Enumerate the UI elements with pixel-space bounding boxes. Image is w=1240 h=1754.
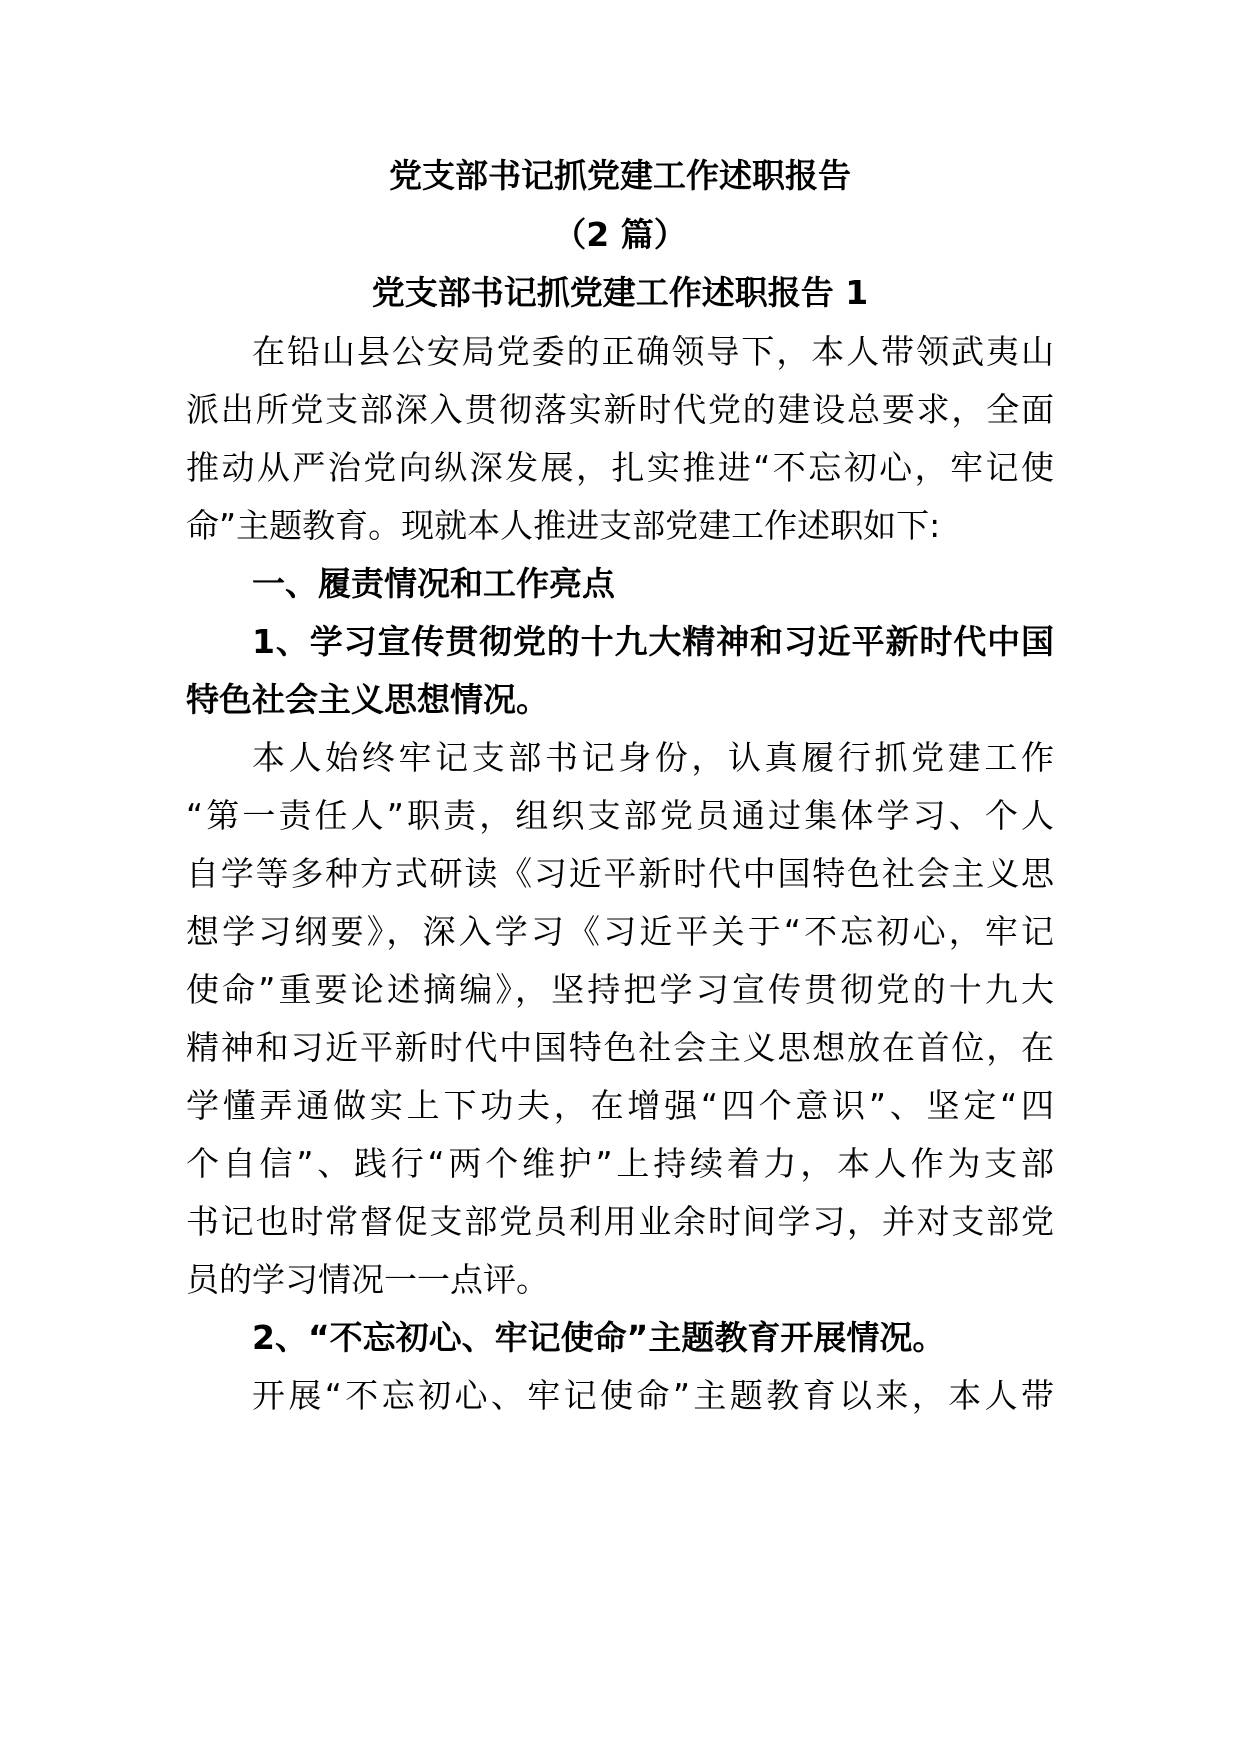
body-line: 想学习纲要》，深入学习《习近平关于“不忘初心，牢记 bbox=[186, 912, 1054, 951]
intro-line: 派出所党支部深入贯彻落实新时代党的建设总要求，全面 bbox=[186, 390, 1054, 429]
body-line: 使命”重要论述摘编》，坚持把学习宣传贯彻党的十九大 bbox=[186, 970, 1054, 1009]
intro-line: 命”主题教育。现就本人推进支部党建工作述职如下: bbox=[186, 506, 941, 545]
intro-line: 推动从严治党向纵深发展，扎实推进“不忘初心，牢记使 bbox=[186, 448, 1054, 487]
item-heading-line: 特色社会主义思想情况。 bbox=[186, 680, 549, 719]
body-line: 开展“不忘初心、牢记使命”主题教育以来，本人带 bbox=[252, 1376, 1054, 1415]
document-title: 党支部书记抓党建工作述职报告 bbox=[389, 156, 851, 195]
item-heading-line: 1、学习宣传贯彻党的十九大精神和习近平新时代中国 bbox=[252, 622, 1054, 661]
body-line: “第一责任人”职责，组织支部党员通过集体学习、个人 bbox=[186, 796, 1054, 835]
body-line: 学懂弄通做实上下功夫，在增强“四个意识”、坚定“四 bbox=[186, 1086, 1054, 1125]
item-heading-line: 2、“不忘初心、牢记使命”主题教育开展情况。 bbox=[252, 1318, 946, 1357]
body-line: 自学等多种方式研读《习近平新时代中国特色社会主义思 bbox=[186, 854, 1054, 893]
section-heading: 一、履责情况和工作亮点 bbox=[252, 564, 615, 603]
intro-line: 在铅山县公安局党委的正确领导下，本人带领武夷山 bbox=[252, 332, 1054, 371]
body-line: 本人始终牢记支部书记身份，认真履行抓党建工作 bbox=[252, 738, 1054, 777]
body-line: 个自信”、践行“两个维护”上持续着力，本人作为支部 bbox=[186, 1144, 1054, 1183]
document-title-count: （2 篇） bbox=[553, 215, 687, 254]
body-line: 书记也时常督促支部党员利用业余时间学习，并对支部党 bbox=[186, 1202, 1054, 1241]
body-line: 精神和习近平新时代中国特色社会主义思想放在首位，在 bbox=[186, 1028, 1054, 1067]
body-line: 员的学习情况一一点评。 bbox=[186, 1260, 549, 1299]
report-subtitle: 党支部书记抓党建工作述职报告 1 bbox=[371, 273, 869, 312]
